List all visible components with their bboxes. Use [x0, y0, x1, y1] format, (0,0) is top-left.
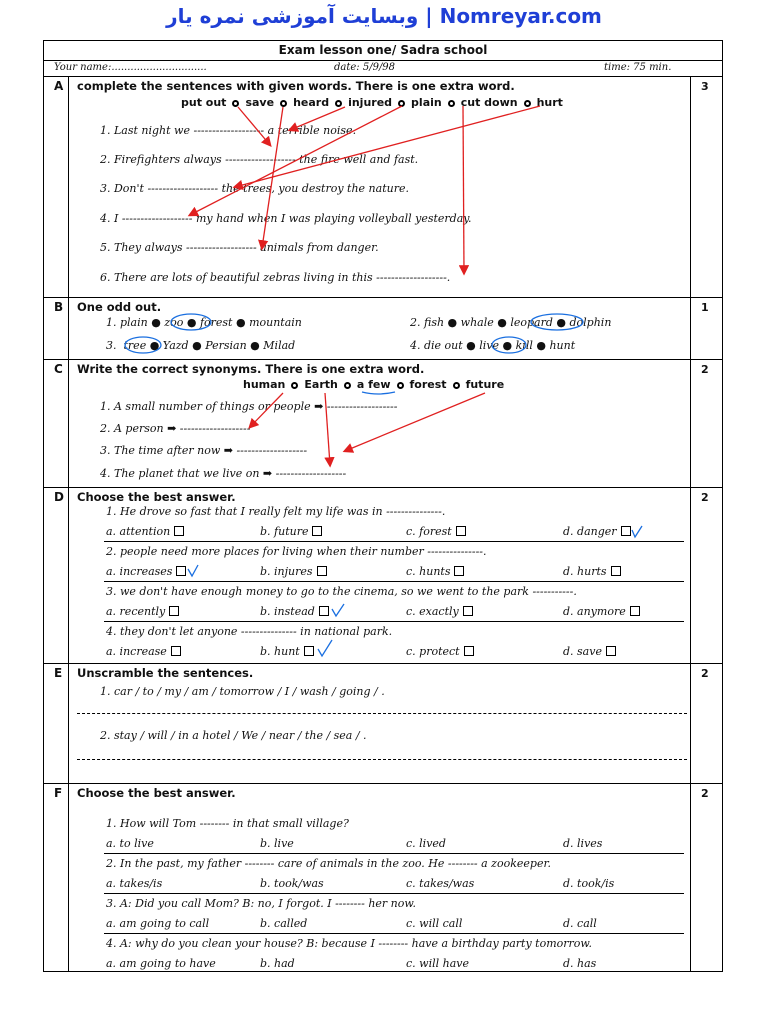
- section-c-item: 4. The planet that we live on ➡ -------------------: [100, 467, 347, 480]
- section-b-top: [44, 297, 722, 298]
- section-a-item: 1. Last night we ------------------- a terrible noise.: [100, 124, 357, 137]
- checkbox[interactable]: [630, 606, 640, 616]
- question-text: 2. In the past, my father -------- care of animals in the zoo. He -------- a zookeeper.: [106, 857, 552, 870]
- section-e-title: Unscramble the sentences.: [77, 666, 254, 680]
- odd-out-word: leopard: [510, 316, 553, 329]
- odd-out-word: zoo: [164, 316, 184, 329]
- word-bank-item: heard: [293, 96, 330, 109]
- checkbox[interactable]: [611, 566, 621, 576]
- checkbox[interactable]: [312, 526, 322, 536]
- question-divider: [104, 581, 684, 582]
- option-c[interactable]: c. lived: [406, 837, 446, 850]
- option-b[interactable]: [260, 525, 322, 538]
- option-label: d. save: [563, 645, 602, 658]
- question-text: 1. How will Tom -------- in that small village?: [106, 817, 349, 830]
- option-d[interactable]: [563, 525, 631, 538]
- section-f-top: [44, 783, 722, 784]
- odd-out-row-4: 4. die out ● live ● kill ● hunt: [410, 339, 576, 352]
- option-c[interactable]: c. takes/was: [406, 877, 475, 890]
- word-bank-item: injured: [348, 96, 393, 109]
- section-c-item: 3. The time after now ➡ -------------------: [100, 444, 308, 457]
- option-d[interactable]: [563, 645, 616, 658]
- option-b[interactable]: b. took/was: [260, 877, 324, 890]
- word-bank-item: human: [243, 378, 286, 391]
- answer-line[interactable]: [77, 713, 687, 714]
- odd-out-word: Persian: [205, 339, 247, 352]
- section-a-item: 6. There are lots of beautiful zebras living in this -------------------.: [100, 271, 451, 284]
- section-e-score: 2: [701, 667, 709, 680]
- word-bank-item: a few: [356, 378, 391, 391]
- word-bank-item: plain: [411, 96, 442, 109]
- section-a-top: [44, 76, 722, 77]
- checkbox[interactable]: [621, 526, 631, 536]
- unscramble-item: 2. stay / will / in a hotel / We / near / the / sea / .: [100, 729, 367, 742]
- option-d[interactable]: [563, 605, 640, 618]
- option-c[interactable]: [406, 525, 466, 538]
- section-b-score: 1: [701, 301, 709, 314]
- checkbox[interactable]: [464, 646, 474, 656]
- checkbox[interactable]: [319, 606, 329, 616]
- odd-out-row-2: 2. fish ● whale ● leopard ● dolphin: [410, 316, 612, 329]
- word-bank-item: cut down: [460, 96, 518, 109]
- odd-out-lead: 3.: [106, 339, 117, 352]
- odd-out-row-1: 1. plain ● zoo ● forest ● mountain: [106, 316, 302, 329]
- option-c[interactable]: c. will call: [406, 917, 463, 930]
- exam-title: Exam lesson one/ Sadra school: [278, 43, 488, 57]
- checkbox[interactable]: [463, 606, 473, 616]
- unscramble-item: 1. car / to / my / am / tomorrow / I / wash / going / .: [100, 685, 385, 698]
- checkbox[interactable]: [169, 606, 179, 616]
- question-text: 1. He drove so fast that I really felt my life was in ---------------.: [106, 505, 446, 518]
- odd-out-row-3: 3. tree ● Yazd ● Persian ● Milad: [106, 339, 296, 352]
- section-a-item: 4. I ------------------- my hand when I was playing volleyball yesterday.: [100, 212, 472, 225]
- section-f-score: 2: [701, 787, 709, 800]
- option-b[interactable]: [260, 645, 314, 658]
- section-c-top: [44, 359, 722, 360]
- option-label: b. injures: [260, 565, 313, 578]
- checkbox[interactable]: [304, 646, 314, 656]
- option-c[interactable]: c. will have: [406, 957, 469, 970]
- option-label: d. danger: [563, 525, 617, 538]
- section-a-title: complete the sentences with given words. There is one extra word.: [77, 79, 515, 93]
- option-label: a. attention: [106, 525, 171, 538]
- section-e-top: [44, 663, 722, 664]
- option-a[interactable]: [106, 645, 181, 658]
- section-d-letter: D: [54, 490, 64, 504]
- odd-out-word: dolphin: [569, 316, 612, 329]
- checkbox[interactable]: [456, 526, 466, 536]
- option-label: c. protect: [406, 645, 460, 658]
- option-b[interactable]: b. had: [260, 957, 295, 970]
- question-divider: [104, 541, 684, 542]
- word-bank-item: put out: [181, 96, 227, 109]
- section-a-word-bank: [181, 96, 563, 109]
- checkbox[interactable]: [606, 646, 616, 656]
- answer-line[interactable]: [77, 759, 687, 760]
- word-bank-item: future: [465, 378, 505, 391]
- site-banner: وبسایت آموزشی نمره یار | Nomreyar.com: [166, 4, 602, 28]
- odd-out-word: whale: [460, 316, 494, 329]
- option-label: a. recently: [106, 605, 166, 618]
- section-a-item: 3. Don't ------------------- the trees, you destroy the nature.: [100, 182, 409, 195]
- section-c-title: Write the correct synonyms. There is one extra word.: [77, 362, 425, 376]
- question-text: 3. we don't have enough money to go to the cinema, so we went to the park -----------.: [106, 585, 577, 598]
- option-label: d. hurts: [563, 565, 607, 578]
- section-c-item: 2. A person ➡ -------------------: [100, 422, 251, 435]
- section-d-score: 2: [701, 491, 709, 504]
- section-c-score: 2: [701, 363, 709, 376]
- odd-out-word: live: [479, 339, 500, 352]
- option-b[interactable]: [260, 565, 327, 578]
- odd-out-word: forest: [199, 316, 233, 329]
- checkbox[interactable]: [454, 566, 464, 576]
- option-d[interactable]: d. took/is: [563, 877, 615, 890]
- option-a[interactable]: a. am going to have: [106, 957, 216, 970]
- option-a[interactable]: a. am going to call: [106, 917, 210, 930]
- option-label: b. hunt: [260, 645, 300, 658]
- option-d[interactable]: [563, 565, 621, 578]
- section-f-title: Choose the best answer.: [77, 786, 236, 800]
- option-c[interactable]: [406, 565, 464, 578]
- section-a-letter: A: [54, 79, 64, 93]
- odd-out-lead: 1. plain: [106, 316, 148, 329]
- exam-date: date: 5/9/98: [334, 62, 396, 73]
- option-b[interactable]: b. live: [260, 837, 294, 850]
- section-f-letter: F: [54, 786, 63, 800]
- odd-out-lead: 4. die out: [410, 339, 463, 352]
- section-c-word-bank: [243, 378, 504, 391]
- option-d[interactable]: d. has: [563, 957, 597, 970]
- checkbox[interactable]: [171, 646, 181, 656]
- checkbox[interactable]: [317, 566, 327, 576]
- option-a[interactable]: a. takes/is: [106, 877, 163, 890]
- question-text: 4. A: why do you clean your house? B: because I -------- have a birthday party tomorrow.: [106, 937, 593, 950]
- odd-out-word: Milad: [263, 339, 296, 352]
- score-column-divider: [690, 76, 691, 971]
- question-divider: [104, 933, 684, 934]
- section-c-item: 1. A small number of things or people ➡ -------------------: [100, 400, 398, 413]
- option-b[interactable]: b. called: [260, 917, 308, 930]
- question-text: 4. they don't let anyone --------------- in national park.: [106, 625, 393, 638]
- option-label: b. instead: [260, 605, 315, 618]
- option-label: c. exactly: [406, 605, 459, 618]
- option-label: a. increases: [106, 565, 173, 578]
- option-label: a. increase: [106, 645, 167, 658]
- exam-time: time: 75 min.: [604, 62, 672, 73]
- odd-out-word: mountain: [249, 316, 302, 329]
- option-label: b. future: [260, 525, 309, 538]
- question-divider: [104, 621, 684, 622]
- option-a[interactable]: [106, 565, 186, 578]
- word-bank-item: forest: [409, 378, 447, 391]
- section-a-item: 2. Firefighters always ------------------- the fire well and fast.: [100, 153, 419, 166]
- section-b-title: One odd out.: [77, 300, 162, 314]
- option-b[interactable]: [260, 605, 329, 618]
- option-d[interactable]: d. lives: [563, 837, 603, 850]
- question-divider: [104, 853, 684, 854]
- odd-out-word: Yazd: [162, 339, 189, 352]
- checkbox[interactable]: [176, 566, 186, 576]
- section-c-letter: C: [54, 362, 63, 376]
- option-label: d. anymore: [563, 605, 626, 618]
- letter-column-divider: [68, 76, 69, 971]
- option-a[interactable]: [106, 525, 184, 538]
- section-a-item: 5. They always ------------------- animals from danger.: [100, 241, 379, 254]
- student-name-field: Your name:..............................: [54, 62, 207, 73]
- word-bank-item: save: [245, 96, 275, 109]
- section-d-top: [44, 487, 722, 488]
- odd-out-word: kill: [515, 339, 533, 352]
- exam-sheet: [43, 40, 723, 972]
- odd-out-word: tree: [123, 339, 147, 352]
- question-text: 2. people need more places for living when their number ---------------.: [106, 545, 487, 558]
- odd-out-lead: 2. fish: [410, 316, 445, 329]
- checkbox[interactable]: [174, 526, 184, 536]
- option-d[interactable]: d. call: [563, 917, 597, 930]
- section-b-letter: B: [54, 300, 64, 314]
- option-a[interactable]: a. to live: [106, 837, 154, 850]
- option-a[interactable]: [106, 605, 179, 618]
- section-d-title: Choose the best answer.: [77, 490, 236, 504]
- option-label: c. hunts: [406, 565, 451, 578]
- word-bank-item: Earth: [304, 378, 338, 391]
- header-divider: [44, 60, 722, 61]
- option-c[interactable]: [406, 645, 474, 658]
- question-divider: [104, 893, 684, 894]
- odd-out-word: hunt: [549, 339, 576, 352]
- question-text: 3. A: Did you call Mom? B: no, I forgot. I -------- her now.: [106, 897, 416, 910]
- word-bank-item: hurt: [536, 96, 563, 109]
- section-a-score: 3: [701, 80, 709, 93]
- option-label: c. forest: [406, 525, 452, 538]
- option-c[interactable]: [406, 605, 473, 618]
- section-e-letter: E: [54, 666, 63, 680]
